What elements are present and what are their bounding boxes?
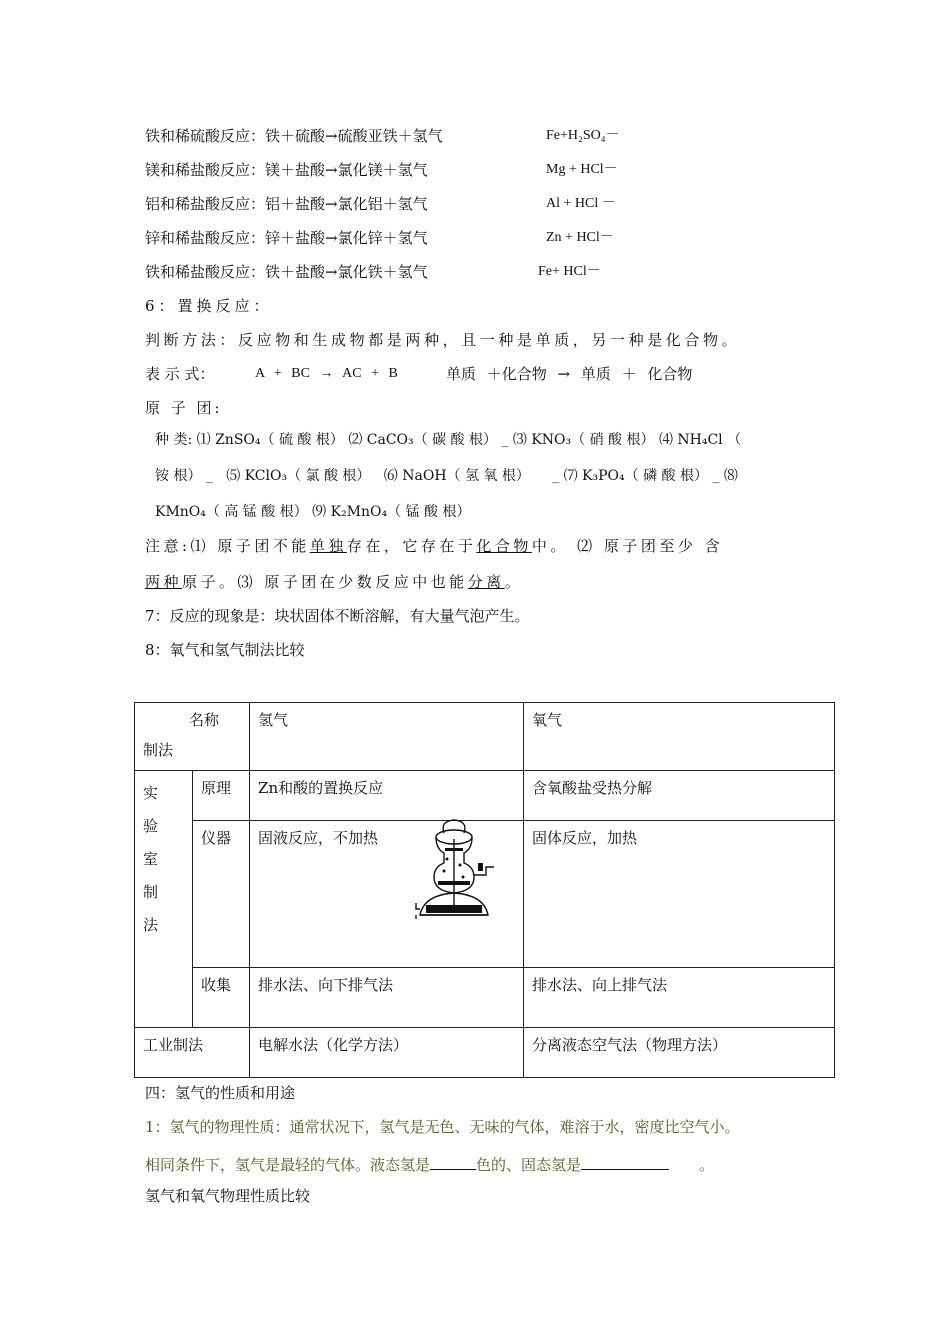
compare-title: 氢气和氧气物理性质比较 (145, 1187, 311, 1205)
radical-kinds-line2: 铵 根） _ ⑸ KClO₃（ 氯 酸 根） ⑹ NaOH（ 氢 氧 根） _ ⑺ K₃PO₄（ 磷 酸 根） _ ⑻ (155, 468, 738, 484)
lab-char-2: 验 (143, 817, 159, 835)
header-name: 名称 (189, 711, 220, 729)
blank-liquid-color[interactable] (430, 1155, 476, 1170)
lab-char-1: 实 (143, 784, 159, 802)
note2-post: 。 (504, 573, 524, 591)
row-apparatus-label: 仪器 (193, 821, 250, 968)
radical-item-6: ⑹ NaOH（ 氢 氧 根） (383, 468, 530, 484)
reaction-eq-2: Mg + HCl－ (546, 162, 618, 177)
row-principle-h2: Zn和酸的置换反应 (250, 771, 524, 821)
radical-item-1: ⑴ ZnSO₄（ 硫 酸 根） (196, 432, 344, 448)
radical-title: 原 子 团: (145, 399, 223, 417)
row-apparatus-h2-cell (250, 821, 524, 968)
row-industry-h2: 电解水法（化学方法） (250, 1028, 524, 1078)
lab-char-3: 室 (143, 850, 159, 868)
phys2c: 。 (699, 1156, 715, 1174)
radical-item-7: ⑺ K₃PO₄（ 磷 酸 根） (563, 468, 708, 484)
header-corner (135, 703, 250, 771)
row-collect-label: 收集 (193, 968, 250, 1028)
blank-solid-color[interactable] (581, 1155, 669, 1170)
note2-mid: 原子。⑶ 原子团在少数反应中也能 (182, 573, 468, 591)
phys2a: 相同条件下，氢气是最轻的气体。液态氢是 (145, 1156, 431, 1174)
note1-mid: 存在，它存在于 (346, 537, 477, 555)
reaction-eq-3: Al + HCl － (546, 196, 616, 211)
header-o2: 氧气 (524, 703, 835, 771)
reaction-text-3: 铝和稀盐酸反应：铝＋盐酸→氯化铝＋氢气 (145, 195, 428, 213)
note2-answer-1: 两种 (145, 573, 183, 591)
sec6-formula-words: 单质 ＋化合物 → 单质 ＋ 化合物 (446, 365, 693, 383)
row-apparatus-h2: 固液反应，不加热 (258, 829, 379, 847)
reaction-eq-1: Fe+H₂SO₄－ (546, 128, 620, 143)
reaction-text-2: 镁和稀盐酸反应：镁＋盐酸→氯化镁＋氢气 (145, 161, 428, 179)
header-method: 制法 (143, 741, 174, 759)
radical-item-9: ⑼ K₂MnO₄（ 锰 酸 根） (312, 504, 471, 520)
reaction-text-4: 锌和稀盐酸反应：锌＋盐酸→氯化锌＋氢气 (145, 229, 428, 247)
preparation-table (134, 702, 835, 1078)
note1-answer-2: 化合物 (476, 537, 532, 555)
reaction-text-5: 铁和稀盐酸反应：铁＋盐酸→氯化铁＋氢气 (145, 263, 428, 281)
radical-kinds-label: 种 类: (155, 432, 193, 448)
radical-kinds-line3 (155, 502, 470, 522)
sec7: 7：反应的现象是：块状固体不断溶解，有大量气泡产生。 (145, 607, 530, 625)
radical-item-4a: ⑷ NH₄Cl （ (658, 432, 742, 448)
row-apparatus-o2: 固体反应，加热 (524, 821, 835, 968)
sec8-title: 8：氧气和氢气制法比较 (145, 641, 305, 659)
sec6-title: 6：置换反应： (145, 297, 273, 315)
radical-item-2: ⑵ CaCO₃（ 碳 酸 根） (348, 432, 497, 448)
reaction-eq-5: Fe+ HCl－ (538, 264, 601, 279)
lab-char-5: 法 (143, 916, 159, 934)
note2-answer-2: 分离 (467, 573, 505, 591)
row-industry-label: 工业制法 (135, 1028, 250, 1078)
radical-item-5: ⑸ KClO₃（ 氯 酸 根） (226, 468, 371, 484)
note1-answer-1: 单独 (309, 537, 347, 555)
radical-item-3: ⑶ KNO₃（ 硝 酸 根） (512, 432, 655, 448)
sec6-formula: A + BC → AC + B (255, 366, 398, 381)
radical-item-4b: 铵 根） (155, 468, 202, 484)
phys2b: 色的、固态氢是 (476, 1156, 582, 1174)
sec4-title: 四：氢气的性质和用途 (145, 1084, 296, 1102)
row-collect-o2: 排水法、向上排气法 (524, 968, 835, 1028)
phys-line-2 (145, 1155, 714, 1175)
sec6-judge: 判断方法：反应物和生成物都是两种，且一种是单质，另一种是化合物。 (145, 331, 741, 349)
reaction-text-1: 铁和稀硫酸反应：铁＋硫酸→硫酸亚铁＋氢气 (145, 127, 443, 145)
row-principle-label: 原理 (193, 771, 250, 821)
row-collect-h2: 排水法、向下排气法 (250, 968, 524, 1028)
radical-note-1 (145, 536, 723, 556)
row-industry-o2: 分离液态空气法（物理方法） (524, 1028, 835, 1078)
note1-post: 中。 ⑵ 原子团至少 含 (531, 537, 724, 555)
radical-kinds-line1: 种 类: ⑴ ZnSO₄（ 硫 酸 根） ⑵ CaCO₃（ 碳 酸 根） _ ⑶ KNO₃（ 硝 酸 根） ⑷ NH₄Cl （ (155, 432, 742, 448)
header-h2: 氢气 (250, 703, 524, 771)
reaction-eq-4: Zn + HCl－ (546, 230, 614, 245)
kipp-apparatus-icon (414, 819, 514, 923)
row-principle-o2: 含氧酸盐受热分解 (524, 771, 835, 821)
note1-pre: 注意:⑴ 原子团不能 (145, 537, 310, 555)
lab-method-label (135, 771, 193, 1028)
radical-item-8b: KMnO₄（ 高 锰 酸 根） (155, 504, 308, 520)
sec6-formula-label: 表 示 式： (145, 365, 215, 383)
lab-char-4: 制 (143, 883, 159, 901)
radical-note-2 (145, 572, 523, 592)
radical-item-8a: ⑻ (723, 468, 738, 484)
phys-line-1: 1：氢气的物理性质：通常状况下，氢气是无色、无味的气体，难溶于水，密度比空气小。 (145, 1118, 740, 1136)
